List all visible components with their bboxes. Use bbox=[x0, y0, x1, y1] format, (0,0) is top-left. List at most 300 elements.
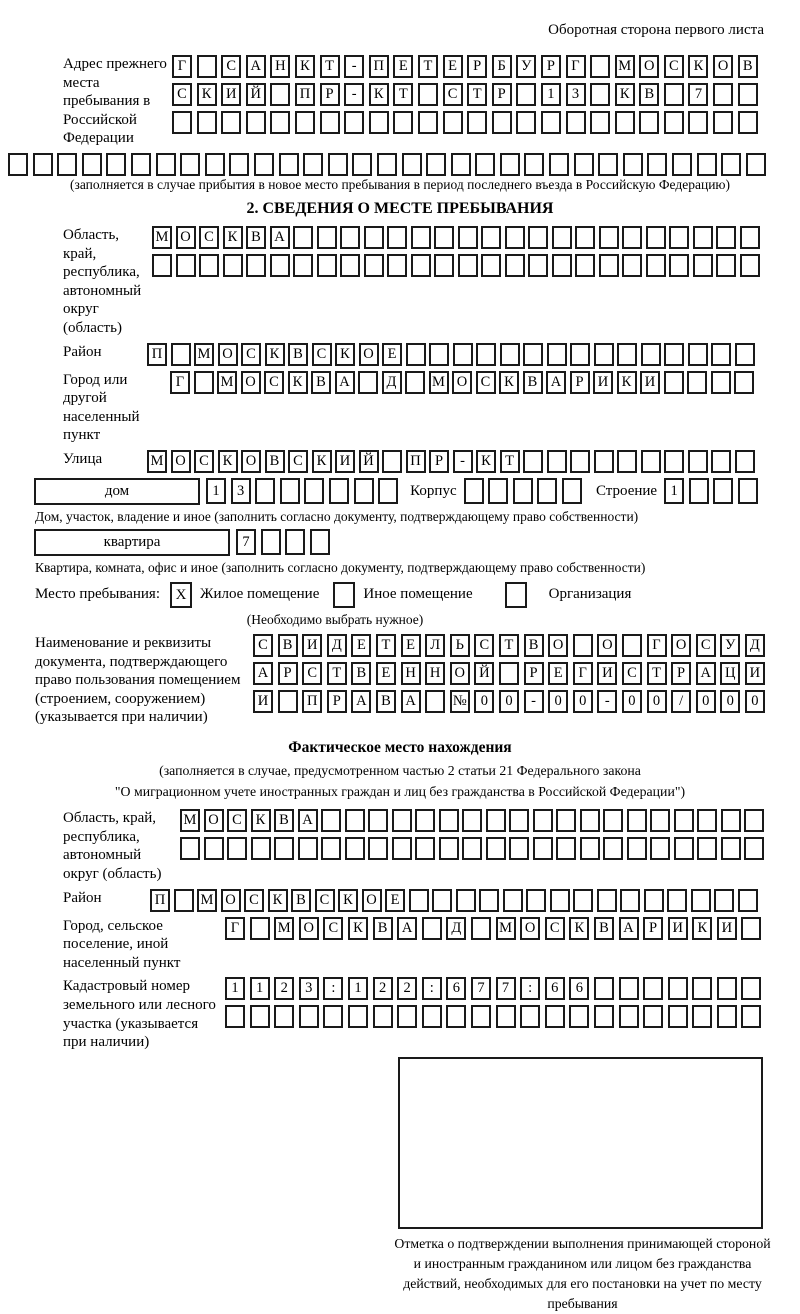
char-box[interactable] bbox=[329, 478, 349, 504]
char-box[interactable] bbox=[509, 837, 529, 860]
char-box[interactable]: С bbox=[696, 634, 716, 657]
char-box[interactable] bbox=[368, 809, 388, 832]
char-box[interactable] bbox=[505, 254, 525, 277]
char-box[interactable]: Т bbox=[467, 83, 487, 106]
char-box[interactable]: Г bbox=[170, 371, 190, 394]
char-box[interactable]: С bbox=[199, 226, 219, 249]
kvartira-type-box[interactable]: квартира bbox=[34, 529, 230, 556]
char-box[interactable]: А bbox=[270, 226, 290, 249]
char-box[interactable]: 0 bbox=[696, 690, 716, 713]
char-box[interactable]: И bbox=[668, 917, 688, 940]
char-box[interactable] bbox=[528, 254, 548, 277]
char-box[interactable]: А bbox=[246, 55, 266, 78]
char-box[interactable]: И bbox=[593, 371, 613, 394]
char-box[interactable] bbox=[418, 83, 438, 106]
char-box[interactable]: К bbox=[218, 450, 238, 473]
char-box[interactable] bbox=[304, 478, 324, 504]
char-box[interactable] bbox=[556, 837, 576, 860]
char-box[interactable] bbox=[500, 343, 520, 366]
char-box[interactable]: Й bbox=[246, 83, 266, 106]
char-box[interactable] bbox=[467, 111, 487, 134]
char-box[interactable] bbox=[434, 226, 454, 249]
char-box[interactable] bbox=[599, 226, 619, 249]
char-box[interactable]: 1 bbox=[541, 83, 561, 106]
char-box[interactable]: С bbox=[302, 662, 322, 685]
char-box[interactable] bbox=[520, 1005, 540, 1028]
char-box[interactable]: Р bbox=[320, 83, 340, 106]
char-box[interactable]: С bbox=[172, 83, 192, 106]
char-box[interactable]: С bbox=[443, 83, 463, 106]
char-box[interactable] bbox=[358, 371, 378, 394]
char-box[interactable] bbox=[627, 809, 647, 832]
char-box[interactable]: 7 bbox=[471, 977, 491, 1000]
char-box[interactable]: Г bbox=[172, 55, 192, 78]
char-box[interactable] bbox=[603, 837, 623, 860]
char-box[interactable] bbox=[204, 837, 224, 860]
char-box[interactable] bbox=[505, 226, 525, 249]
char-box[interactable] bbox=[562, 478, 582, 504]
char-box[interactable] bbox=[721, 153, 741, 176]
char-box[interactable]: 0 bbox=[474, 690, 494, 713]
char-box[interactable] bbox=[692, 977, 712, 1000]
char-box[interactable] bbox=[496, 1005, 516, 1028]
char-box[interactable]: К bbox=[288, 371, 308, 394]
char-box[interactable] bbox=[293, 254, 313, 277]
char-box[interactable] bbox=[199, 254, 219, 277]
char-box[interactable] bbox=[197, 111, 217, 134]
char-box[interactable]: Е bbox=[351, 634, 371, 657]
char-box[interactable]: И bbox=[335, 450, 355, 473]
char-box[interactable]: Н bbox=[425, 662, 445, 685]
char-box[interactable] bbox=[197, 55, 217, 78]
char-box[interactable]: / bbox=[671, 690, 691, 713]
char-box[interactable]: Т bbox=[320, 55, 340, 78]
char-box[interactable] bbox=[422, 917, 442, 940]
char-box[interactable] bbox=[364, 226, 384, 249]
char-box[interactable]: О bbox=[450, 662, 470, 685]
char-box[interactable] bbox=[295, 111, 315, 134]
char-box[interactable]: Т bbox=[499, 634, 519, 657]
char-box[interactable]: Г bbox=[573, 662, 593, 685]
char-box[interactable] bbox=[227, 837, 247, 860]
char-box[interactable] bbox=[734, 371, 754, 394]
char-box[interactable]: Г bbox=[225, 917, 245, 940]
char-box[interactable] bbox=[340, 254, 360, 277]
char-box[interactable] bbox=[180, 837, 200, 860]
checkbox-inoe[interactable] bbox=[333, 582, 355, 608]
char-box[interactable] bbox=[650, 837, 670, 860]
char-box[interactable]: О bbox=[218, 343, 238, 366]
char-box[interactable] bbox=[674, 837, 694, 860]
char-box[interactable] bbox=[509, 809, 529, 832]
char-box[interactable]: 2 bbox=[373, 977, 393, 1000]
char-box[interactable] bbox=[688, 450, 708, 473]
char-box[interactable]: 1 bbox=[250, 977, 270, 1000]
char-box[interactable]: Д bbox=[327, 634, 347, 657]
char-box[interactable] bbox=[668, 977, 688, 1000]
char-box[interactable]: Е bbox=[548, 662, 568, 685]
char-box[interactable] bbox=[131, 153, 151, 176]
char-box[interactable] bbox=[547, 450, 567, 473]
char-box[interactable] bbox=[392, 809, 412, 832]
char-box[interactable]: Р bbox=[671, 662, 691, 685]
char-box[interactable] bbox=[387, 226, 407, 249]
char-box[interactable]: В bbox=[291, 889, 311, 912]
char-box[interactable]: И bbox=[717, 917, 737, 940]
char-box[interactable]: Е bbox=[393, 55, 413, 78]
char-box[interactable]: К bbox=[692, 917, 712, 940]
char-box[interactable]: 1 bbox=[348, 977, 368, 1000]
char-box[interactable]: Ц bbox=[720, 662, 740, 685]
char-box[interactable]: О bbox=[597, 634, 617, 657]
char-box[interactable] bbox=[33, 153, 53, 176]
char-box[interactable]: 0 bbox=[720, 690, 740, 713]
char-box[interactable] bbox=[566, 111, 586, 134]
char-box[interactable]: Е bbox=[382, 343, 402, 366]
char-box[interactable]: Р bbox=[327, 690, 347, 713]
char-box[interactable] bbox=[674, 809, 694, 832]
char-box[interactable] bbox=[711, 371, 731, 394]
char-box[interactable] bbox=[462, 809, 482, 832]
char-box[interactable]: О bbox=[204, 809, 224, 832]
char-box[interactable] bbox=[594, 450, 614, 473]
char-box[interactable] bbox=[569, 1005, 589, 1028]
char-box[interactable]: К bbox=[569, 917, 589, 940]
char-box[interactable] bbox=[744, 837, 764, 860]
char-box[interactable]: К bbox=[617, 371, 637, 394]
char-box[interactable]: У bbox=[516, 55, 536, 78]
char-box[interactable] bbox=[740, 254, 760, 277]
char-box[interactable] bbox=[643, 977, 663, 1000]
char-box[interactable]: П bbox=[295, 83, 315, 106]
char-box[interactable]: К bbox=[499, 371, 519, 394]
char-box[interactable] bbox=[250, 1005, 270, 1028]
char-box[interactable]: Р bbox=[429, 450, 449, 473]
char-box[interactable] bbox=[354, 478, 374, 504]
char-box[interactable]: О bbox=[639, 55, 659, 78]
char-box[interactable]: № bbox=[450, 690, 470, 713]
char-box[interactable]: К bbox=[197, 83, 217, 106]
char-box[interactable]: И bbox=[597, 662, 617, 685]
char-box[interactable] bbox=[692, 1005, 712, 1028]
char-box[interactable] bbox=[402, 153, 422, 176]
char-box[interactable] bbox=[411, 254, 431, 277]
char-box[interactable] bbox=[639, 111, 659, 134]
char-box[interactable] bbox=[323, 1005, 343, 1028]
char-box[interactable] bbox=[741, 977, 761, 1000]
char-box[interactable] bbox=[432, 889, 452, 912]
char-box[interactable] bbox=[458, 254, 478, 277]
char-box[interactable] bbox=[393, 111, 413, 134]
char-box[interactable] bbox=[250, 917, 270, 940]
char-box[interactable]: М bbox=[217, 371, 237, 394]
char-box[interactable]: И bbox=[221, 83, 241, 106]
char-box[interactable] bbox=[526, 889, 546, 912]
char-box[interactable] bbox=[550, 889, 570, 912]
char-box[interactable] bbox=[405, 371, 425, 394]
char-box[interactable] bbox=[713, 478, 733, 504]
char-box[interactable]: И bbox=[745, 662, 765, 685]
char-box[interactable] bbox=[500, 153, 520, 176]
char-box[interactable] bbox=[406, 343, 426, 366]
char-box[interactable]: М bbox=[615, 55, 635, 78]
char-box[interactable]: Р bbox=[278, 662, 298, 685]
char-box[interactable]: А bbox=[351, 690, 371, 713]
char-box[interactable]: И bbox=[302, 634, 322, 657]
char-box[interactable] bbox=[533, 809, 553, 832]
char-box[interactable] bbox=[443, 111, 463, 134]
char-box[interactable] bbox=[672, 153, 692, 176]
char-box[interactable] bbox=[285, 529, 305, 555]
char-box[interactable] bbox=[735, 343, 755, 366]
char-box[interactable] bbox=[620, 889, 640, 912]
char-box[interactable]: М bbox=[274, 917, 294, 940]
char-box[interactable] bbox=[373, 1005, 393, 1028]
char-box[interactable] bbox=[664, 111, 684, 134]
char-box[interactable]: А bbox=[696, 662, 716, 685]
char-box[interactable] bbox=[387, 254, 407, 277]
char-box[interactable] bbox=[617, 343, 637, 366]
char-box[interactable] bbox=[82, 153, 102, 176]
char-box[interactable] bbox=[721, 837, 741, 860]
char-box[interactable] bbox=[378, 478, 398, 504]
char-box[interactable] bbox=[499, 662, 519, 685]
char-box[interactable] bbox=[57, 153, 77, 176]
char-box[interactable] bbox=[205, 153, 225, 176]
char-box[interactable]: О bbox=[359, 343, 379, 366]
char-box[interactable] bbox=[425, 690, 445, 713]
char-box[interactable] bbox=[194, 371, 214, 394]
char-box[interactable]: В bbox=[351, 662, 371, 685]
char-box[interactable] bbox=[320, 111, 340, 134]
char-box[interactable]: С bbox=[476, 371, 496, 394]
char-box[interactable] bbox=[713, 111, 733, 134]
char-box[interactable] bbox=[434, 254, 454, 277]
char-box[interactable] bbox=[687, 371, 707, 394]
char-box[interactable] bbox=[492, 111, 512, 134]
char-box[interactable] bbox=[615, 111, 635, 134]
char-box[interactable]: О bbox=[548, 634, 568, 657]
char-box[interactable]: В bbox=[373, 917, 393, 940]
char-box[interactable] bbox=[251, 837, 271, 860]
char-box[interactable] bbox=[622, 634, 642, 657]
char-box[interactable] bbox=[597, 889, 617, 912]
char-box[interactable]: Т bbox=[418, 55, 438, 78]
char-box[interactable] bbox=[643, 1005, 663, 1028]
char-box[interactable]: К bbox=[369, 83, 389, 106]
char-box[interactable] bbox=[738, 889, 758, 912]
char-box[interactable]: 3 bbox=[299, 977, 319, 1000]
char-box[interactable]: К bbox=[615, 83, 635, 106]
char-box[interactable] bbox=[691, 889, 711, 912]
char-box[interactable]: 6 bbox=[446, 977, 466, 1000]
char-box[interactable] bbox=[713, 83, 733, 106]
char-box[interactable] bbox=[590, 83, 610, 106]
char-box[interactable] bbox=[669, 254, 689, 277]
char-box[interactable] bbox=[328, 153, 348, 176]
char-box[interactable] bbox=[599, 254, 619, 277]
char-box[interactable] bbox=[369, 111, 389, 134]
char-box[interactable]: 7 bbox=[496, 977, 516, 1000]
char-box[interactable]: : bbox=[422, 977, 442, 1000]
char-box[interactable]: В bbox=[639, 83, 659, 106]
char-box[interactable] bbox=[392, 837, 412, 860]
char-box[interactable] bbox=[533, 837, 553, 860]
char-box[interactable] bbox=[549, 153, 569, 176]
checkbox-zhiloe[interactable]: X bbox=[170, 582, 192, 608]
char-box[interactable] bbox=[397, 1005, 417, 1028]
char-box[interactable]: С bbox=[474, 634, 494, 657]
char-box[interactable] bbox=[697, 809, 717, 832]
char-box[interactable] bbox=[697, 837, 717, 860]
char-box[interactable]: Р bbox=[643, 917, 663, 940]
char-box[interactable] bbox=[106, 153, 126, 176]
char-box[interactable] bbox=[418, 111, 438, 134]
char-box[interactable]: 0 bbox=[622, 690, 642, 713]
char-box[interactable] bbox=[246, 254, 266, 277]
char-box[interactable] bbox=[321, 809, 341, 832]
char-box[interactable] bbox=[717, 977, 737, 1000]
char-box[interactable] bbox=[462, 837, 482, 860]
char-box[interactable]: : bbox=[520, 977, 540, 1000]
char-box[interactable]: К bbox=[251, 809, 271, 832]
char-box[interactable] bbox=[270, 111, 290, 134]
char-box[interactable] bbox=[646, 254, 666, 277]
char-box[interactable] bbox=[415, 837, 435, 860]
char-box[interactable]: С bbox=[227, 809, 247, 832]
char-box[interactable] bbox=[293, 226, 313, 249]
char-box[interactable] bbox=[741, 917, 761, 940]
char-box[interactable] bbox=[545, 1005, 565, 1028]
char-box[interactable] bbox=[738, 478, 758, 504]
char-box[interactable]: - bbox=[453, 450, 473, 473]
char-box[interactable]: М bbox=[152, 226, 172, 249]
char-box[interactable]: Т bbox=[500, 450, 520, 473]
char-box[interactable]: Е bbox=[376, 662, 396, 685]
char-box[interactable] bbox=[664, 371, 684, 394]
char-box[interactable]: К bbox=[223, 226, 243, 249]
char-box[interactable] bbox=[352, 153, 372, 176]
char-box[interactable]: А bbox=[401, 690, 421, 713]
char-box[interactable] bbox=[627, 837, 647, 860]
char-box[interactable]: А bbox=[397, 917, 417, 940]
char-box[interactable]: Ь bbox=[450, 634, 470, 657]
char-box[interactable]: В bbox=[265, 450, 285, 473]
char-box[interactable] bbox=[446, 1005, 466, 1028]
char-box[interactable]: Г bbox=[647, 634, 667, 657]
char-box[interactable] bbox=[382, 450, 402, 473]
char-box[interactable] bbox=[716, 254, 736, 277]
char-box[interactable] bbox=[503, 889, 523, 912]
char-box[interactable]: А bbox=[546, 371, 566, 394]
char-box[interactable]: 0 bbox=[573, 690, 593, 713]
char-box[interactable]: Б bbox=[492, 55, 512, 78]
char-box[interactable]: А bbox=[298, 809, 318, 832]
char-box[interactable]: П bbox=[302, 690, 322, 713]
char-box[interactable] bbox=[481, 226, 501, 249]
char-box[interactable]: 1 bbox=[225, 977, 245, 1000]
char-box[interactable]: О bbox=[671, 634, 691, 657]
char-box[interactable]: - bbox=[344, 55, 364, 78]
char-box[interactable]: Л bbox=[425, 634, 445, 657]
char-box[interactable] bbox=[716, 226, 736, 249]
char-box[interactable]: О bbox=[241, 371, 261, 394]
char-box[interactable]: - bbox=[344, 83, 364, 106]
char-box[interactable] bbox=[221, 111, 241, 134]
char-box[interactable] bbox=[689, 478, 709, 504]
char-box[interactable] bbox=[623, 153, 643, 176]
char-box[interactable] bbox=[524, 153, 544, 176]
char-box[interactable]: 0 bbox=[499, 690, 519, 713]
char-box[interactable]: М bbox=[147, 450, 167, 473]
char-box[interactable]: 3 bbox=[566, 83, 586, 106]
char-box[interactable] bbox=[714, 889, 734, 912]
char-box[interactable]: 6 bbox=[545, 977, 565, 1000]
char-box[interactable] bbox=[547, 343, 567, 366]
char-box[interactable]: И bbox=[640, 371, 660, 394]
char-box[interactable] bbox=[570, 343, 590, 366]
char-box[interactable] bbox=[664, 343, 684, 366]
char-box[interactable] bbox=[411, 226, 431, 249]
char-box[interactable] bbox=[274, 1005, 294, 1028]
char-box[interactable]: К bbox=[265, 343, 285, 366]
char-box[interactable] bbox=[340, 226, 360, 249]
char-box[interactable] bbox=[594, 343, 614, 366]
char-box[interactable]: В bbox=[524, 634, 544, 657]
char-box[interactable] bbox=[345, 837, 365, 860]
char-box[interactable] bbox=[717, 1005, 737, 1028]
char-box[interactable]: П bbox=[147, 343, 167, 366]
char-box[interactable] bbox=[697, 153, 717, 176]
char-box[interactable] bbox=[368, 837, 388, 860]
dom-type-box[interactable]: дом bbox=[34, 478, 200, 505]
char-box[interactable]: Н bbox=[270, 55, 290, 78]
char-box[interactable] bbox=[486, 809, 506, 832]
char-box[interactable] bbox=[299, 1005, 319, 1028]
char-box[interactable] bbox=[516, 83, 536, 106]
char-box[interactable] bbox=[641, 450, 661, 473]
char-box[interactable]: 1 bbox=[206, 478, 226, 504]
char-box[interactable] bbox=[575, 226, 595, 249]
char-box[interactable] bbox=[451, 153, 471, 176]
char-box[interactable]: - bbox=[597, 690, 617, 713]
char-box[interactable] bbox=[321, 837, 341, 860]
char-box[interactable] bbox=[669, 226, 689, 249]
char-box[interactable]: К bbox=[268, 889, 288, 912]
char-box[interactable]: Е bbox=[385, 889, 405, 912]
char-box[interactable] bbox=[479, 889, 499, 912]
char-box[interactable] bbox=[364, 254, 384, 277]
char-box[interactable] bbox=[279, 153, 299, 176]
char-box[interactable]: В bbox=[523, 371, 543, 394]
char-box[interactable] bbox=[740, 226, 760, 249]
char-box[interactable] bbox=[458, 226, 478, 249]
char-box[interactable] bbox=[464, 478, 484, 504]
char-box[interactable] bbox=[8, 153, 28, 176]
char-box[interactable]: К bbox=[312, 450, 332, 473]
char-box[interactable] bbox=[590, 55, 610, 78]
char-box[interactable] bbox=[541, 111, 561, 134]
char-box[interactable] bbox=[537, 478, 557, 504]
char-box[interactable] bbox=[156, 153, 176, 176]
char-box[interactable]: 0 bbox=[745, 690, 765, 713]
char-box[interactable]: С bbox=[664, 55, 684, 78]
char-box[interactable]: М bbox=[496, 917, 516, 940]
char-box[interactable] bbox=[646, 226, 666, 249]
char-box[interactable] bbox=[523, 450, 543, 473]
char-box[interactable]: О bbox=[452, 371, 472, 394]
char-box[interactable] bbox=[580, 809, 600, 832]
